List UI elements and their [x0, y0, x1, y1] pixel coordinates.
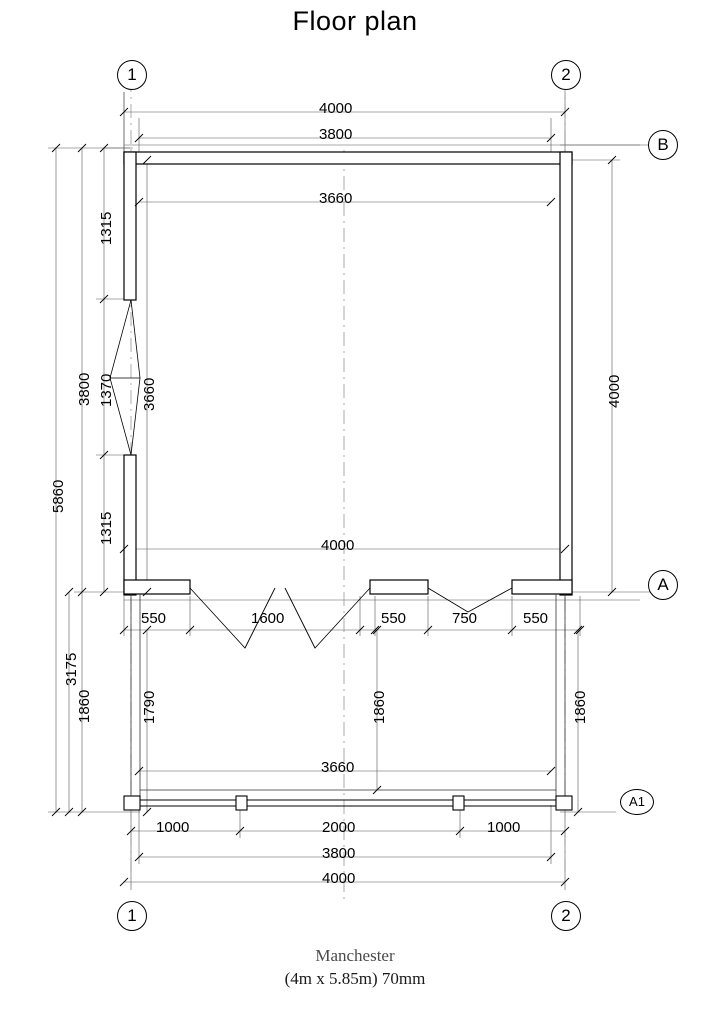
- dim-1370: 1370: [98, 373, 115, 407]
- dim-bottom-2000: 2000: [322, 819, 356, 836]
- dim-1790: 1790: [141, 690, 158, 724]
- dim-1860-mid: 1860: [371, 690, 388, 724]
- grid-bubble-2-top[interactable]: 2: [551, 60, 581, 90]
- dim-bottom-4000: 4000: [322, 870, 356, 887]
- dim-left-5860: 5860: [50, 479, 67, 513]
- dim-right-1860: 1860: [572, 690, 589, 724]
- dim-window-1600: 1600: [251, 610, 285, 627]
- dim-inner-top-3660: 3660: [319, 190, 353, 207]
- dim-3660-left: 3660: [141, 377, 158, 411]
- page-title: Floor plan: [292, 6, 418, 36]
- dim-inner-mid-4000: 4000: [321, 537, 355, 554]
- grid-bubble-2-bottom[interactable]: 2: [551, 901, 581, 931]
- dim-top-4000: 4000: [319, 100, 353, 117]
- dim-left-3175: 3175: [63, 652, 80, 686]
- dim-bottom-1000-left: 1000: [156, 819, 190, 836]
- grid-bubble-1-bottom[interactable]: 1: [117, 901, 147, 931]
- dim-bottom-1000-right: 1000: [487, 819, 521, 836]
- dim-left-3800: 3800: [76, 372, 93, 406]
- grid-bubble-b[interactable]: B: [648, 130, 678, 160]
- dim-lower-3660: 3660: [321, 759, 355, 776]
- dim-door-550-right: 550: [523, 610, 549, 627]
- dim-left-1860: 1860: [76, 689, 93, 723]
- dim-1315-bottom: 1315: [98, 511, 115, 545]
- grid-bubble-a[interactable]: A: [648, 570, 678, 600]
- dim-1315-top: 1315: [98, 211, 115, 245]
- dim-door-550-left: 550: [141, 610, 167, 627]
- plan-caption-name: Manchester: [315, 946, 395, 965]
- dim-750: 750: [452, 610, 478, 627]
- dim-right-4000: 4000: [606, 374, 623, 408]
- grid-bubble-a1[interactable]: A1: [620, 789, 654, 815]
- grid-bubble-1-top[interactable]: 1: [117, 60, 147, 90]
- dim-door-550-mid: 550: [381, 610, 407, 627]
- plan-caption-size: (4m x 5.85m) 70mm: [284, 969, 426, 988]
- dim-top-3800: 3800: [319, 126, 353, 143]
- dim-bottom-3800: 3800: [322, 845, 356, 862]
